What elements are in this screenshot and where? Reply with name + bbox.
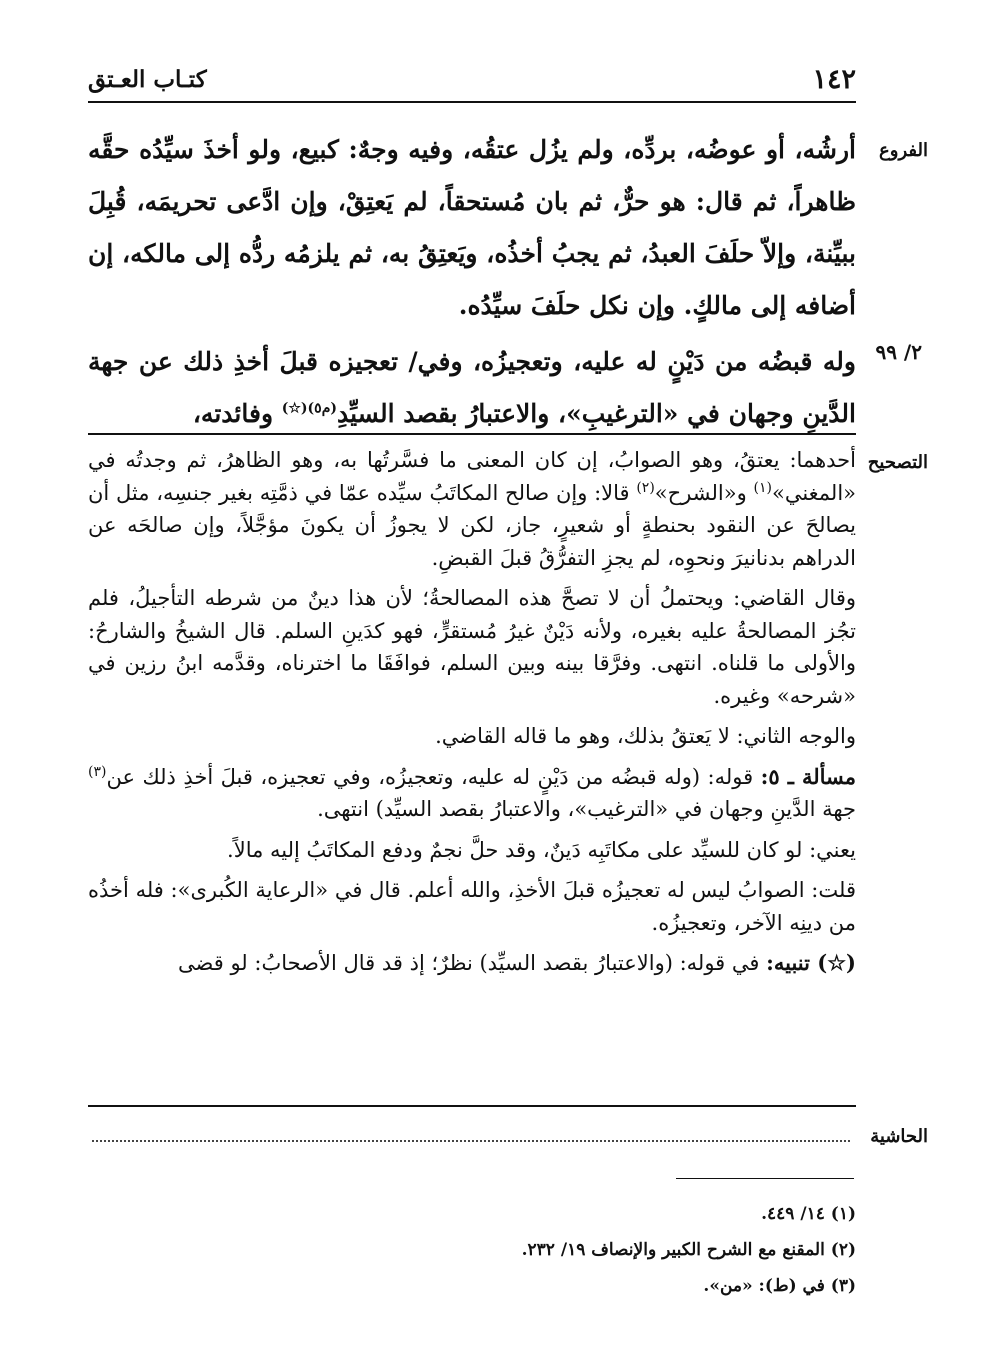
footnote-3: (٣) في (ط): «من». (703, 1276, 856, 1296)
correction-p1-a: أحدهما: يعتقُ، وهو الصوابُ، إن كان المعنى ما فسَّرتُها به، وهو الظاهرُ، ثم وجدتُه في «المغني» (88, 448, 857, 505)
correction-p7-a: في قوله: (والاعتبارُ بقصد السيِّد) نظرٌ؛ إذ قد قال الأصحابُ: لو قضى (178, 951, 767, 975)
footnote-ref-2[interactable]: (٢) (636, 479, 655, 496)
footnote-mark-m5: (م٥)(☆) (281, 400, 337, 417)
main-paragraph-2 (88, 336, 856, 440)
correction-p4-a: قوله: (وله قبضُه من دَيْنٍ له عليه، وتعجيزُه، وفي تعجيزه، قبلَ أخذِ ذلك عن (106, 764, 761, 789)
page-number: ١٤٢ (812, 64, 856, 95)
label-furu: الفروع (879, 140, 928, 161)
hashiya-divider (88, 1105, 856, 1107)
correction-p1-b: و«الشرح» (654, 480, 754, 505)
tanbih-label: (☆) تنبيه: (766, 950, 856, 975)
masala-label: مسألة ـ ٥: (760, 763, 857, 789)
hashiya-dotted-line (92, 1128, 850, 1142)
main-text (88, 124, 856, 444)
header-divider (88, 101, 856, 103)
correction-paragraph-4 (88, 761, 856, 826)
page-header (88, 64, 856, 100)
label-reference: ٢/ ٩٩ (875, 340, 922, 364)
correction-text (88, 444, 856, 988)
footnote-1: (١) ١٤/ ٤٤٩. (761, 1204, 856, 1224)
section-divider (88, 433, 856, 435)
footnote-ref-1[interactable]: (١) (753, 479, 772, 496)
label-tashih: التصحيح (867, 452, 928, 473)
correction-paragraph-6: قلت: الصوابُ ليس له تعجيزُه قبلَ الأخذِ، والله أعلم. قال في «الرعاية الكُبرى»: فله أخذُه من دينِه الآخر، وتعجيزُه. (88, 878, 856, 935)
footnote-ref-3[interactable]: (٣) (88, 763, 107, 780)
correction-paragraph-5: يعني: لو كان للسيِّد على مكاتَبِه دَينٌ، وقد حلَّ نجمٌ ودفع المكاتَبُ إليه مالاً. (227, 837, 856, 862)
main-paragraph-1: أرشُه، أو عوضُه، بردِّه، ولم يزُل عتقُه، وفيه وجهٌ: كبيع، ولو أخذَ سيِّدُه حقَّه ظاهراً، ثم قال: هو حرٌّ، ثم بان مُستحقاً، لم يَعتِقْ، وإن ادَّعى تحريمَه، قُبِلَ ببيِّنة، وإلاّ حلَفَ العبدُ، ثم يجبُ أخذُه، ويَعتِقُ به، ثم يلزمُه ردُّه إلى مالكه، إن أضافه إلى مالكٍ. وإن نكل حلَفَ سيِّدُه. (88, 135, 856, 320)
book-title: كتـاب العـتق (88, 66, 207, 93)
footnote-2: (٢) المقنع مع الشرح الكبير والإنصاف ١٩/ ٢٣٢. (521, 1240, 856, 1260)
correction-p1-c: قالا: وإن صالح المكاتَبُ سيِّده عمّا في ذمَّتِه بغير جنسِه، مثل أن يصالحَ عن النقود بحنطةٍ أو شعيرٍ، جاز، لكن لا يجوزُ أن يكونَ مؤجَّلاً، وإن صالحَه عن الدراهم بدنانيرَ ونحوِه، لم يجزِ التفرُّقُ قبلَ القبضِ. (88, 480, 856, 570)
footnote-divider (676, 1178, 854, 1179)
main-paragraph-2-text-a: وله قبضُه من دَيْنٍ له عليه، وتعجيزُه، وفي/ تعجيزه قبلَ أخذِ ذلك عن جهة الدَّينِ وجهان في «الترغيبِ»، والاعتبارُ بقصد السيِّدِ (88, 347, 856, 428)
correction-paragraph-1 (88, 444, 856, 574)
correction-p4-b: جهة الدَّينِ وجهان في «الترغيب»، والاعتبارُ بقصد السيِّد) انتهى. (317, 797, 856, 821)
footnotes (156, 1196, 856, 1304)
correction-paragraph-2: وقال القاضي: ويحتملُ أن لا تصحَّ هذه المصالحةُ؛ لأن هذا دينٌ من شرطه التأجيلُ، فلم تجُز المصالحةُ عليه بغيره، ولأنه دَيْنٌ غيرُ مُستقرٍّ، فهو كدَينِ السلم. قال الشيخُ والشارحُ: والأولى ما قلناه. انتهى. وفرَّقا بينه وبين السلم، فوافَقَا ما اخترناه، وقدَّمه ابنُ رزين في «شرحه» وغيره. (88, 586, 856, 708)
correction-paragraph-3: والوجه الثاني: لا يَعتقُ بذلك، وهو ما قاله القاضي. (435, 724, 856, 748)
correction-paragraph-7 (88, 947, 856, 980)
main-paragraph-2-text-b: وفائدته، (192, 399, 282, 428)
label-hashiya: الحاشية (870, 1126, 928, 1147)
